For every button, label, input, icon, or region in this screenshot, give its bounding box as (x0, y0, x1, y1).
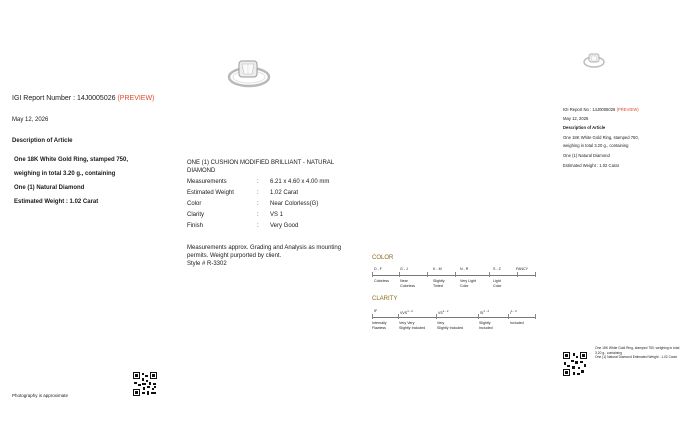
clarity-grade: IF (374, 309, 378, 313)
measurement-note-line2: permits. Weight purported by client. (187, 253, 282, 259)
color-desc: Light (493, 279, 501, 283)
mini-preview-label: (PREVIEW) (616, 107, 639, 112)
clarity-scale-bar (372, 316, 536, 320)
color-scale-heading: COLOR (372, 255, 394, 261)
style-number: Style # R-3302 (187, 261, 227, 267)
color-grade: D - F (374, 267, 382, 271)
clarity-desc: Slightly Included (437, 326, 464, 330)
color-grade: G - J (400, 267, 408, 271)
clarity-desc: Internally (372, 321, 387, 325)
color-scale-bar (372, 274, 536, 278)
description-line: One (1) Natural Diamond (14, 185, 85, 191)
grading-row (187, 212, 357, 222)
mini-tiny-line: One 18K White Gold Ring, stamped 750, weighing in total (595, 346, 680, 350)
mini-description-line: One 18K White Gold Ring, stamped 750, (563, 135, 639, 140)
row-label: Finish (187, 223, 204, 229)
row-label: Clarity (187, 212, 205, 218)
color-desc: Color (460, 284, 469, 288)
row-colon: : (257, 223, 259, 229)
mini-qr-code (562, 351, 588, 377)
description-line: One 18K White Gold Ring, stamped 750, (14, 157, 129, 163)
row-value: Near Colorless(G) (270, 201, 319, 207)
clarity-scale-heading: CLARITY (372, 296, 398, 302)
mini-report-date: May 12, 2026 (563, 116, 589, 121)
report-number-line (12, 95, 154, 102)
clarity-desc: Very Very (399, 321, 415, 325)
description-line: Estimated Weight : 1.02 Carat (14, 199, 99, 205)
row-colon: : (257, 190, 259, 196)
grading-row (187, 201, 357, 211)
color-desc: Color (493, 284, 502, 288)
clarity-grade: VVS$^{1 - 2}$ (400, 309, 413, 316)
clarity-desc: Flawless (372, 326, 386, 330)
color-desc: Colorless (400, 284, 415, 288)
row-colon: : (257, 201, 259, 207)
shape-title-line1: ONE (1) CUSHION MODIFIED BRILLIANT - NATURAL (187, 160, 335, 166)
measurement-note-line1: Measurements approx. Grading and Analysis as mounting (187, 245, 342, 251)
description-line: weighing in total 3.20 g., containing (14, 171, 116, 177)
row-value: 6.21 x 4.60 x 4.00 mm (270, 179, 330, 185)
row-label: Color (187, 201, 202, 207)
color-grade: FANCY (516, 267, 528, 271)
clarity-grade: VS$^{1 - 2}$ (438, 309, 449, 316)
color-desc: Tinted (433, 284, 443, 288)
color-desc: Colorless (374, 279, 389, 283)
mini-report-number-line (563, 107, 639, 112)
clarity-desc: Very (437, 321, 445, 325)
row-colon: : (257, 212, 259, 218)
color-grade: K - M (433, 267, 442, 271)
color-desc: Very Light (460, 279, 476, 283)
clarity-grade: SI$^{1 - 2}$ (480, 309, 490, 316)
row-value: 1.02 Carat (270, 190, 299, 196)
clarity-grade: $I^{1 - 3}$ (510, 309, 517, 316)
shape-title-line2: DIAMOND (187, 168, 216, 174)
row-label: Estimated Weight (187, 190, 234, 196)
ring-photo (225, 55, 277, 91)
color-grade: N - R (460, 267, 469, 271)
color-desc: Slightly (433, 279, 445, 283)
mini-tiny-line: One (1) Natural Diamond Estimated Weight : 1.02 Carat (595, 355, 677, 359)
clarity-desc: Slightly Included (399, 326, 426, 330)
ring-photo-small (581, 50, 607, 70)
mini-description-line: One (1) Natural Diamond (563, 153, 610, 158)
mini-description-line: weighing in total 3.20 g., containing (563, 143, 629, 148)
grading-table (187, 179, 357, 234)
mini-tiny-line: 3.20 g., containing (595, 351, 622, 355)
report-number: 14J0005026 (76, 95, 116, 102)
row-label: Measurements (187, 179, 227, 185)
report-label: IGI Report Number : (12, 95, 77, 102)
mini-description-line: Estimated Weight : 1.02 Carat (563, 163, 619, 168)
color-desc: Near (400, 279, 408, 283)
color-grade: S - Z (493, 267, 501, 271)
mini-report-number: IGI Report No : 14J0005026 (563, 107, 616, 112)
description-heading: Description of Article (12, 138, 73, 144)
grading-row (187, 223, 357, 233)
clarity-desc: Slightly (479, 321, 491, 325)
grading-row (187, 179, 357, 189)
mini-description-heading: Description of Article (563, 125, 606, 130)
row-colon: : (257, 179, 259, 185)
photo-disclaimer: Photography is approximate (12, 393, 69, 398)
preview-label: (PREVIEW) (117, 95, 155, 102)
grading-row (187, 190, 357, 200)
clarity-desc: Included (510, 321, 524, 325)
row-value: VS 1 (270, 212, 284, 218)
report-date: May 12, 2026 (12, 117, 49, 123)
qr-code (132, 371, 158, 397)
clarity-desc: Included (479, 326, 493, 330)
row-value: Very Good (270, 223, 299, 229)
